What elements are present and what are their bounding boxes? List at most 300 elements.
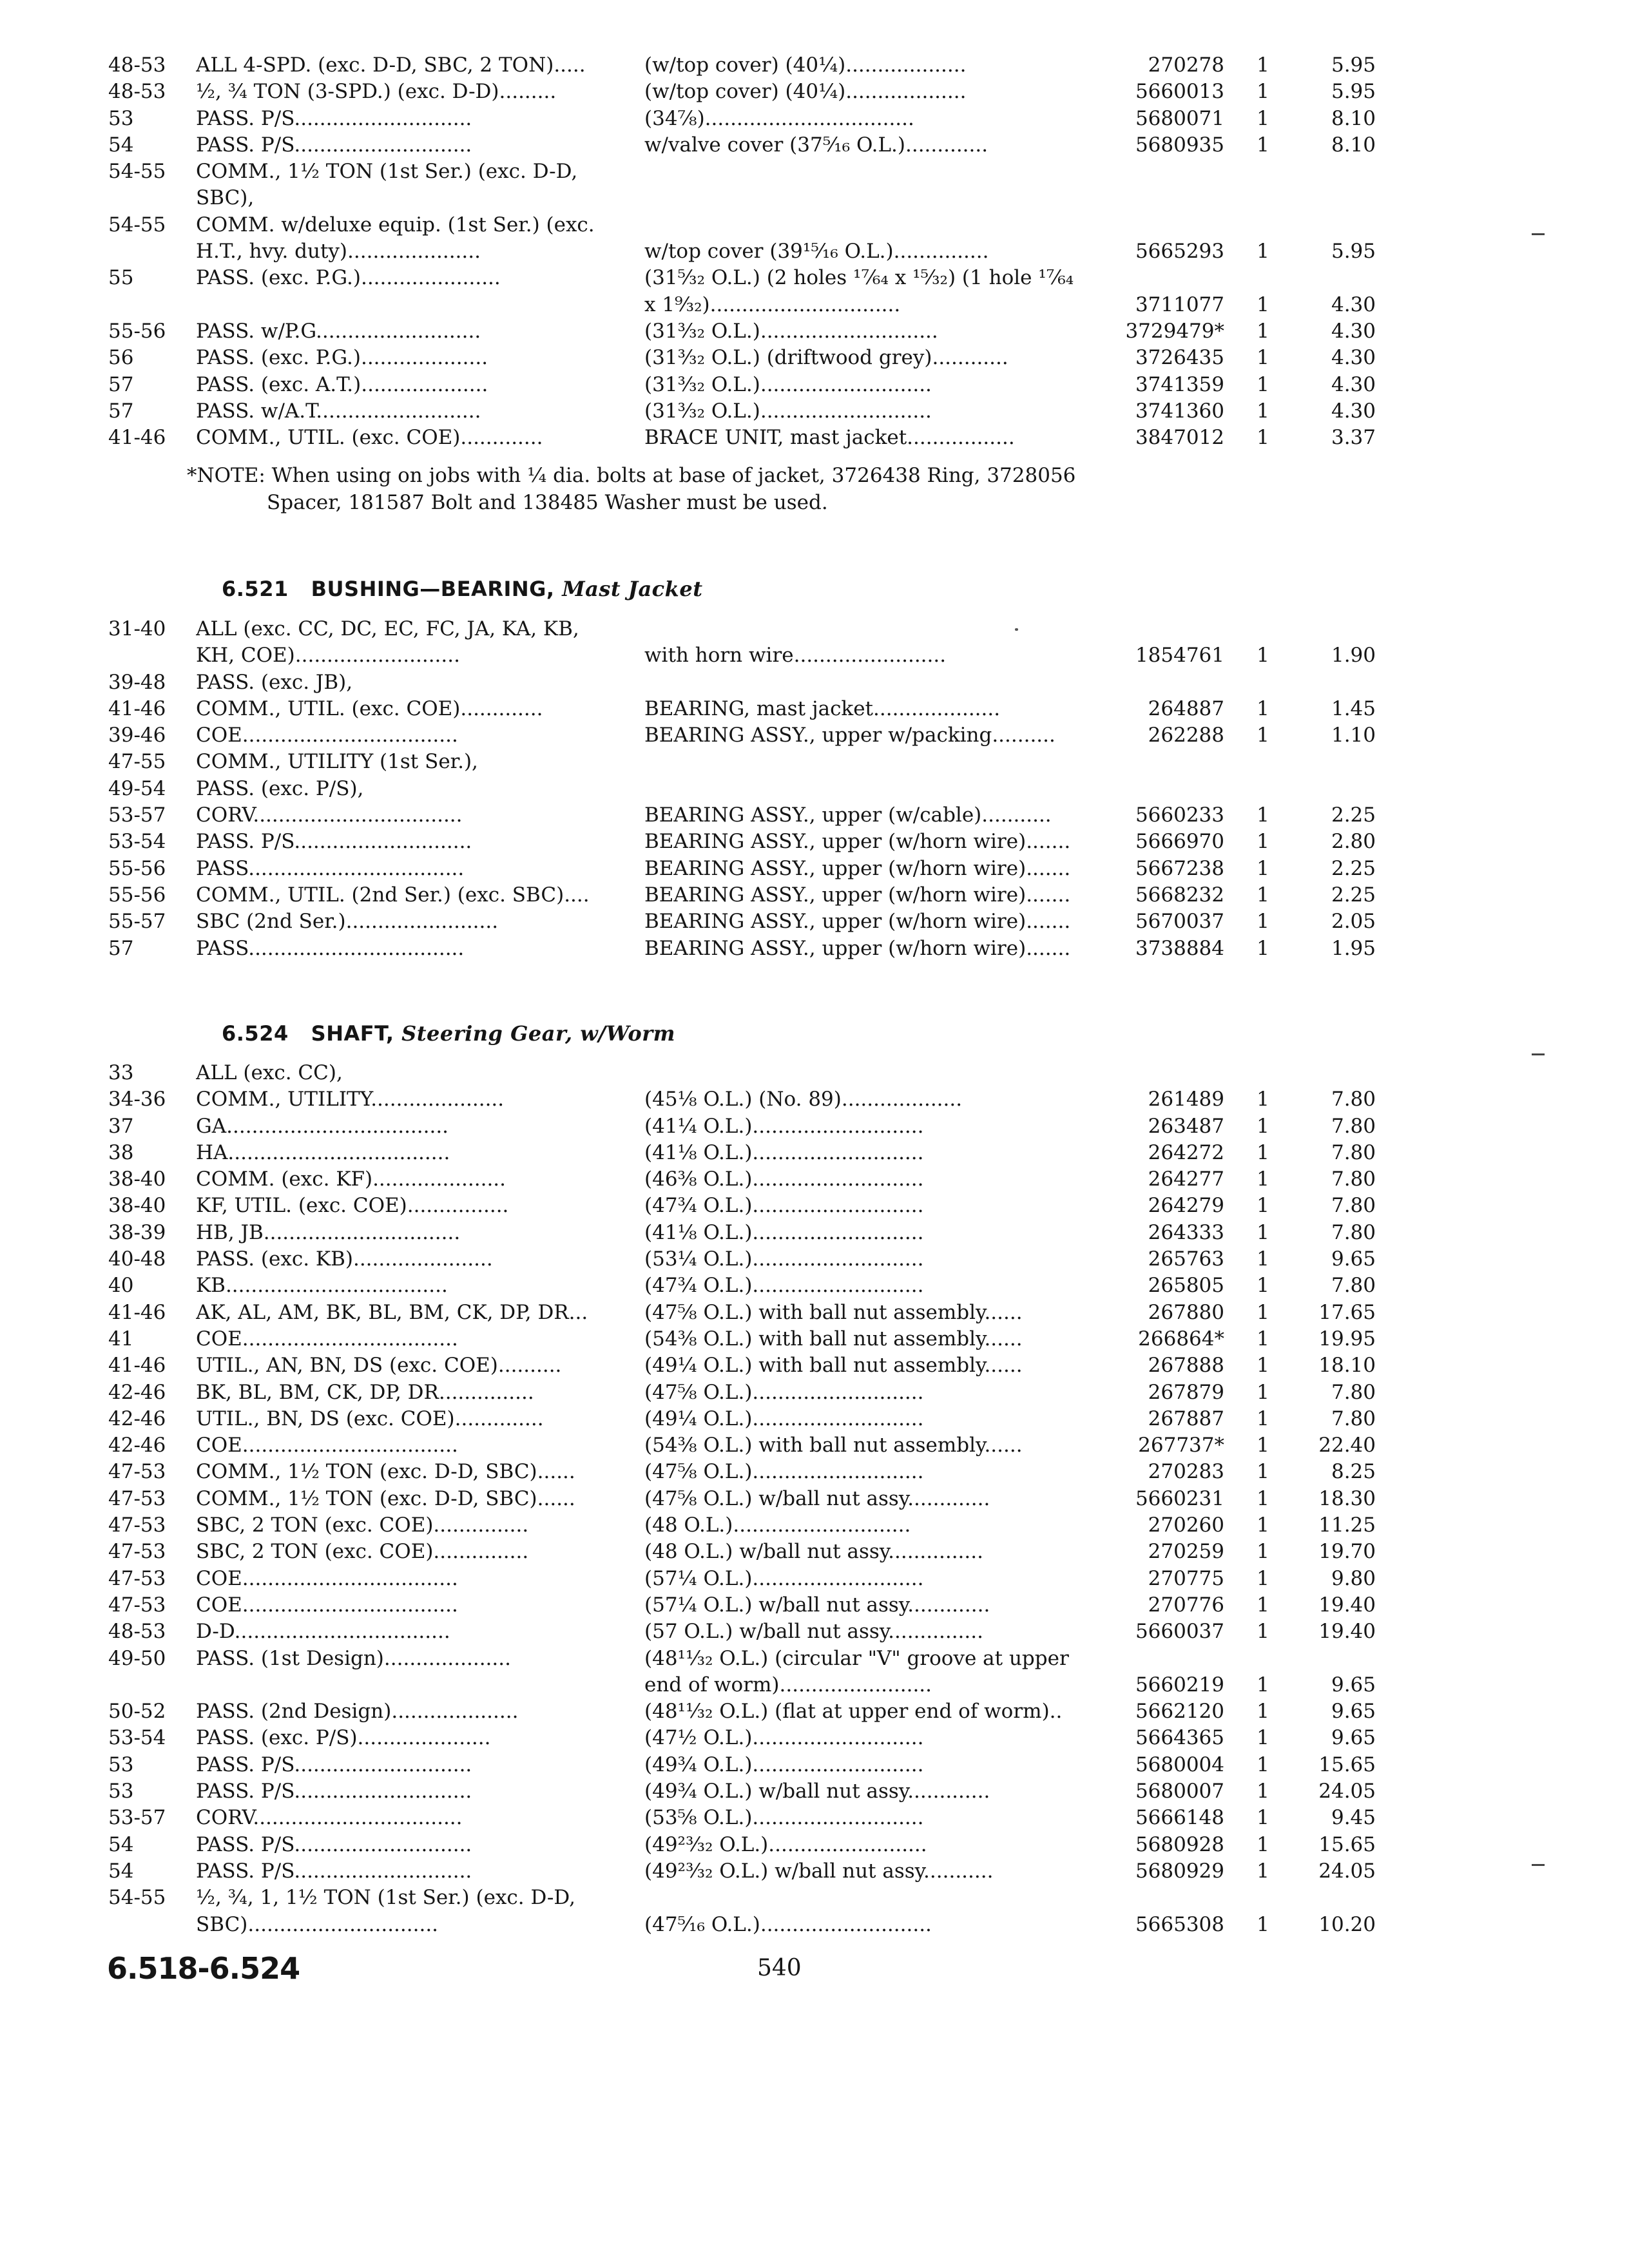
row-models: PASS. P/S............................: [196, 1859, 472, 1883]
row-part-number: 264279: [1148, 1194, 1224, 1218]
row-price: 4.30: [1331, 399, 1376, 423]
row-description: (48¹¹⁄₃₂ O.L.) (flat at upper end of worm)..: [644, 1700, 1063, 1724]
row-quantity: 1: [1257, 1753, 1269, 1776]
section-subtitle: Steering Gear, w/Worm: [401, 1021, 675, 1046]
row-description: (53¼ O.L.)...........................: [644, 1247, 924, 1271]
row-quantity: 1: [1257, 1726, 1269, 1750]
footnote-line-1: *NOTE: When using on jobs with ¼ dia. bolts at base of jacket, 3726438 Ring, 3728056: [187, 464, 1076, 487]
row-part-number: 5665308: [1135, 1912, 1224, 1936]
row-years: 53: [108, 106, 134, 130]
row-description: (31³⁄₃₂ O.L.) (driftwood grey)............: [644, 346, 1008, 370]
row-quantity: 1: [1257, 399, 1269, 423]
margin-mark: [1532, 1864, 1545, 1866]
table-row: [0, 265, 1629, 291]
row-years: 39-48: [108, 670, 166, 694]
row-years: 54-55: [108, 160, 166, 184]
table-row: [0, 212, 1629, 238]
row-years: 40-48: [108, 1247, 166, 1271]
row-description: (48¹¹⁄₃₂ O.L.) (circular "V" groove at upper: [644, 1646, 1069, 1670]
scan-speck: [1015, 628, 1018, 631]
table-row: [0, 1912, 1629, 1938]
row-years: 37: [108, 1114, 134, 1138]
row-part-number: 5660013: [1135, 80, 1224, 104]
row-part-number: 5680935: [1135, 133, 1224, 157]
row-quantity: 1: [1257, 803, 1269, 827]
row-part-number: 5680928: [1135, 1832, 1224, 1856]
row-models: HB, JB...............................: [196, 1220, 461, 1244]
row-price: 9.80: [1331, 1566, 1376, 1590]
table-row: [0, 1220, 1629, 1246]
row-years: 48-53: [108, 80, 166, 104]
row-price: 9.65: [1331, 1673, 1376, 1696]
row-description: (47¾ O.L.)...........................: [644, 1194, 924, 1218]
row-part-number: 267887: [1148, 1407, 1224, 1430]
row-description: (34⅞).................................: [644, 106, 914, 130]
row-part-number: 5667238: [1135, 856, 1224, 880]
row-price: 1.10: [1331, 724, 1376, 747]
row-part-number: 270259: [1148, 1540, 1224, 1564]
row-part-number: 5670037: [1135, 910, 1224, 934]
row-years: 53: [108, 1780, 134, 1803]
row-quantity: 1: [1257, 1380, 1269, 1404]
row-models: COMM., UTILITY (1st Ser.),: [196, 750, 478, 774]
page-number: 540: [757, 1955, 802, 1981]
footnote: [187, 462, 1075, 516]
row-part-number: 264333: [1148, 1220, 1224, 1244]
row-part-number: 5664365: [1135, 1726, 1224, 1750]
table-row: [0, 292, 1629, 318]
row-models: COMM., UTIL. (exc. COE).............: [196, 426, 543, 450]
row-years: 54: [108, 1832, 134, 1856]
row-price: 9.65: [1331, 1726, 1376, 1750]
row-models: UTIL., BN, DS (exc. COE)..............: [196, 1407, 544, 1430]
footer-section-range: 6.518-6.524: [107, 1951, 300, 1986]
row-price: 5.95: [1331, 240, 1376, 264]
row-price: 7.80: [1331, 1274, 1376, 1298]
row-part-number: 270260: [1148, 1514, 1224, 1537]
row-part-number: 264887: [1148, 697, 1224, 720]
row-models: ALL (exc. CC),: [196, 1061, 343, 1084]
row-quantity: 1: [1257, 1434, 1269, 1457]
row-part-number: 270776: [1148, 1593, 1224, 1617]
row-models: PASS. (1st Design)....................: [196, 1646, 511, 1670]
row-quantity: 1: [1257, 1593, 1269, 1617]
row-models: ALL 4-SPD. (exc. D-D, SBC, 2 TON).....: [196, 53, 586, 77]
table-row: [0, 345, 1629, 371]
row-description: (31⁵⁄₃₂ O.L.) (2 holes ¹⁷⁄₆₄ x ¹⁵⁄₃₂) (1 hole ¹⁷⁄₆₄: [644, 266, 1074, 290]
row-part-number: 3847012: [1135, 426, 1224, 450]
row-part-number: 5662120: [1135, 1700, 1224, 1724]
row-years: 53-54: [108, 830, 166, 854]
row-part-number: 5665293: [1135, 240, 1224, 264]
row-models: PASS. w/A.T..........................: [196, 399, 481, 423]
table-row: [0, 616, 1629, 642]
row-price: 18.10: [1318, 1354, 1376, 1378]
row-quantity: 1: [1257, 1460, 1269, 1484]
row-price: 7.80: [1331, 1114, 1376, 1138]
section-number: 6.521: [222, 577, 289, 601]
row-models: PASS. (2nd Design)....................: [196, 1700, 519, 1724]
row-price: 9.45: [1331, 1806, 1376, 1830]
row-models: GA...................................: [196, 1114, 449, 1138]
row-models: PASS. P/S............................: [196, 830, 472, 854]
row-price: 4.30: [1331, 319, 1376, 343]
table-row: [0, 722, 1629, 749]
row-price: 18.30: [1318, 1486, 1376, 1510]
table-row: [0, 372, 1629, 398]
row-models: PASS. (exc. P.G.)....................: [196, 346, 488, 370]
table-row: [0, 749, 1629, 775]
row-part-number: 266864*: [1138, 1327, 1224, 1350]
table-row: [0, 1805, 1629, 1831]
row-models: COE..................................: [196, 724, 458, 747]
row-part-number: 5680004: [1135, 1753, 1224, 1776]
row-price: 1.45: [1331, 697, 1376, 720]
row-description: (47⅝ O.L.)...........................: [644, 1380, 924, 1404]
row-models: HA...................................: [196, 1140, 450, 1164]
row-part-number: 267888: [1148, 1354, 1224, 1378]
row-price: 8.10: [1331, 106, 1376, 130]
row-part-number: 270283: [1148, 1460, 1224, 1484]
row-models: PASS. P/S............................: [196, 133, 472, 157]
row-price: 4.30: [1331, 346, 1376, 370]
row-description: BEARING ASSY., upper (w/horn wire).......: [644, 830, 1071, 854]
row-models: ½, ¾ TON (3-SPD.) (exc. D-D).........: [196, 80, 557, 104]
row-years: 55-57: [108, 910, 166, 934]
row-part-number: 5660037: [1135, 1620, 1224, 1644]
row-models: H.T., hvy. duty).....................: [196, 240, 481, 264]
table-row: [0, 829, 1629, 855]
row-description: (57 O.L.) w/ball nut assy...............: [644, 1620, 983, 1644]
row-models: PASS. (exc. P/S),: [196, 776, 364, 800]
table-row: [0, 908, 1629, 935]
row-years: 55-56: [108, 883, 166, 907]
row-part-number: 3738884: [1135, 936, 1224, 960]
row-description: (46⅜ O.L.)...........................: [644, 1168, 924, 1191]
row-description: (47⅝ O.L.) with ball nut assembly......: [644, 1300, 1023, 1324]
row-quantity: 1: [1257, 1194, 1269, 1218]
row-models: KF, UTIL. (exc. COE)................: [196, 1194, 509, 1218]
table-row: [0, 425, 1629, 451]
row-quantity: 1: [1257, 1540, 1269, 1564]
row-quantity: 1: [1257, 372, 1269, 396]
row-price: 19.40: [1318, 1593, 1376, 1617]
row-part-number: 5660219: [1135, 1673, 1224, 1696]
row-models: SBC)..............................: [196, 1912, 439, 1936]
table-row: [0, 1140, 1629, 1166]
row-part-number: 264272: [1148, 1140, 1224, 1164]
row-description: (49¾ O.L.) w/ball nut assy.............: [644, 1780, 990, 1803]
row-models: PASS. P/S............................: [196, 1780, 472, 1803]
row-description: (41⅛ O.L.)...........................: [644, 1220, 924, 1244]
row-years: 54-55: [108, 213, 166, 236]
row-description: (w/top cover) (40¼)...................: [644, 80, 967, 104]
table-row: [0, 696, 1629, 722]
section-subtitle: Mast Jacket: [562, 577, 703, 601]
table-row: [0, 1698, 1629, 1725]
row-years: 38-40: [108, 1168, 166, 1191]
row-quantity: 1: [1257, 1088, 1269, 1111]
row-description: BEARING ASSY., upper w/packing..........: [644, 724, 1055, 747]
row-years: 47-55: [108, 750, 166, 774]
row-years: 56: [108, 346, 134, 370]
row-years: 55-56: [108, 319, 166, 343]
table-row: [0, 669, 1629, 696]
row-description: (31³⁄₃₂ O.L.)...........................: [644, 372, 932, 396]
row-years: 38-39: [108, 1220, 166, 1244]
section-number: 6.524: [222, 1021, 289, 1046]
row-years: 40: [108, 1274, 134, 1298]
row-quantity: 1: [1257, 1673, 1269, 1696]
table-row: [0, 1300, 1629, 1326]
row-quantity: 1: [1257, 644, 1269, 668]
row-quantity: 1: [1257, 883, 1269, 907]
table-row: [0, 1166, 1629, 1193]
row-quantity: 1: [1257, 1566, 1269, 1590]
row-quantity: 1: [1257, 830, 1269, 854]
row-part-number: 3711077: [1135, 293, 1224, 316]
row-years: 53-57: [108, 803, 166, 827]
row-years: 55-56: [108, 856, 166, 880]
table-row: [0, 1885, 1629, 1911]
table-row: [0, 1566, 1629, 1592]
row-years: 54-55: [108, 1886, 166, 1910]
row-years: 47-53: [108, 1514, 166, 1537]
table-row: [0, 1512, 1629, 1539]
row-years: 48-53: [108, 53, 166, 77]
row-models: CORV.................................: [196, 1806, 463, 1830]
row-price: 24.05: [1318, 1780, 1376, 1803]
table-row: [0, 1060, 1629, 1086]
row-description: end of worm)........................: [644, 1673, 932, 1696]
row-part-number: 267737*: [1138, 1434, 1224, 1457]
row-quantity: 1: [1257, 133, 1269, 157]
row-part-number: 265763: [1148, 1247, 1224, 1271]
table-row: [0, 642, 1629, 669]
row-models: PASS..................................: [196, 856, 465, 880]
row-quantity: 1: [1257, 697, 1269, 720]
row-quantity: 1: [1257, 346, 1269, 370]
table-row: [0, 238, 1629, 265]
row-description: (47⁵⁄₁₆ O.L.)...........................: [644, 1912, 932, 1936]
row-models: COE..................................: [196, 1434, 458, 1457]
table-row: [0, 1539, 1629, 1565]
row-models: COMM., UTILITY.....................: [196, 1088, 505, 1111]
row-models: COMM., 1½ TON (1st Ser.) (exc. D-D,: [196, 160, 578, 184]
row-description: (57¼ O.L.) w/ball nut assy.............: [644, 1593, 990, 1617]
row-years: 54: [108, 133, 134, 157]
table-row: [0, 1459, 1629, 1485]
row-years: 31-40: [108, 617, 166, 640]
row-years: 33: [108, 1061, 134, 1084]
row-description: BEARING ASSY., upper (w/horn wire).......: [644, 856, 1071, 880]
row-years: 39-46: [108, 724, 166, 747]
section-6-524-table: [0, 1060, 1629, 1938]
row-price: 7.80: [1331, 1194, 1376, 1218]
table-row: [0, 802, 1629, 829]
row-description: (47½ O.L.)...........................: [644, 1726, 924, 1750]
section-heading-6-521: [222, 575, 702, 602]
row-models: KH, COE)..........................: [196, 644, 460, 668]
row-quantity: 1: [1257, 1140, 1269, 1164]
row-quantity: 1: [1257, 293, 1269, 316]
row-quantity: 1: [1257, 1114, 1269, 1138]
table-row: [0, 1486, 1629, 1512]
row-price: 3.37: [1331, 426, 1376, 450]
row-description: BRACE UNIT, mast jacket.................: [644, 426, 1015, 450]
table-row: [0, 1672, 1629, 1698]
table-row: [0, 159, 1629, 185]
row-price: 7.80: [1331, 1140, 1376, 1164]
row-description: BEARING ASSY., upper (w/horn wire).......: [644, 883, 1071, 907]
row-part-number: 5680007: [1135, 1780, 1224, 1803]
row-description: (49²³⁄₃₂ O.L.) w/ball nut assy...........: [644, 1859, 994, 1883]
row-quantity: 1: [1257, 936, 1269, 960]
row-price: 1.95: [1331, 936, 1376, 960]
table-row: [0, 1086, 1629, 1113]
row-description: (31³⁄₃₂ O.L.)...........................: [644, 399, 932, 423]
row-models: SBC, 2 TON (exc. COE)...............: [196, 1514, 529, 1537]
row-price: 8.10: [1331, 133, 1376, 157]
row-years: 55: [108, 266, 134, 290]
row-years: 41-46: [108, 426, 166, 450]
row-description: (41⅛ O.L.)...........................: [644, 1140, 924, 1164]
row-price: 2.80: [1331, 830, 1376, 854]
row-description: (47⅝ O.L.) w/ball nut assy.............: [644, 1486, 990, 1510]
row-years: 50-52: [108, 1700, 166, 1724]
row-part-number: 261489: [1148, 1088, 1224, 1111]
row-description: w/valve cover (37⁵⁄₁₆ O.L.).............: [644, 133, 988, 157]
row-part-number: 5680929: [1135, 1859, 1224, 1883]
row-years: 47-53: [108, 1566, 166, 1590]
row-models: SBC, 2 TON (exc. COE)...............: [196, 1540, 529, 1564]
row-description: (45⅛ O.L.) (No. 89)...................: [644, 1088, 963, 1111]
row-price: 7.80: [1331, 1168, 1376, 1191]
row-quantity: 1: [1257, 1220, 1269, 1244]
row-part-number: 267880: [1148, 1300, 1224, 1324]
row-quantity: 1: [1257, 80, 1269, 104]
row-part-number: 3741360: [1135, 399, 1224, 423]
table-row: [0, 398, 1629, 425]
row-quantity: 1: [1257, 1620, 1269, 1644]
row-years: 57: [108, 372, 134, 396]
row-quantity: 1: [1257, 1407, 1269, 1430]
row-models: PASS. (exc. A.T.)....................: [196, 372, 488, 396]
row-years: 42-46: [108, 1434, 166, 1457]
row-quantity: 1: [1257, 426, 1269, 450]
section-title: BUSHING—BEARING,: [311, 577, 555, 601]
row-models: D-D..................................: [196, 1620, 450, 1644]
row-description: (49²³⁄₃₂ O.L.).........................: [644, 1832, 927, 1856]
row-years: 34-36: [108, 1088, 166, 1111]
row-years: 41-46: [108, 1300, 166, 1324]
row-models: COE..................................: [196, 1327, 458, 1350]
table-row: [0, 1193, 1629, 1219]
row-part-number: 3741359: [1135, 372, 1224, 396]
row-years: 57: [108, 399, 134, 423]
row-models: SBC (2nd Ser.)........................: [196, 910, 499, 934]
row-price: 9.65: [1331, 1700, 1376, 1724]
section-heading-6-524: [222, 1020, 675, 1047]
row-years: 53-57: [108, 1806, 166, 1830]
table-row: [0, 1432, 1629, 1459]
row-price: 4.30: [1331, 293, 1376, 316]
row-description: BEARING ASSY., upper (w/cable)...........: [644, 803, 1052, 827]
row-price: 9.65: [1331, 1247, 1376, 1271]
row-years: 42-46: [108, 1407, 166, 1430]
row-years: 48-53: [108, 1620, 166, 1644]
row-models: PASS. P/S............................: [196, 1832, 472, 1856]
row-description: (49¼ O.L.)...........................: [644, 1407, 924, 1430]
table-row: [0, 132, 1629, 159]
row-models: PASS. (exc. JB),: [196, 670, 353, 694]
row-models: UTIL., AN, BN, DS (exc. COE)..........: [196, 1354, 562, 1378]
row-description: (47⅝ O.L.)...........................: [644, 1460, 924, 1484]
row-models: PASS. (exc. P/S).....................: [196, 1726, 491, 1750]
row-models: ½, ¾, 1, 1½ TON (1st Ser.) (exc. D-D,: [196, 1886, 575, 1910]
table-row: [0, 882, 1629, 908]
table-row: [0, 1725, 1629, 1751]
row-part-number: 5660233: [1135, 803, 1224, 827]
section-6-521-table: [0, 616, 1629, 962]
row-price: 11.25: [1318, 1514, 1376, 1537]
row-years: 42-46: [108, 1380, 166, 1404]
row-years: 57: [108, 936, 134, 960]
row-models: AK, AL, AM, BK, BL, BM, CK, DP, DR...: [196, 1300, 588, 1324]
row-quantity: 1: [1257, 1486, 1269, 1510]
row-quantity: 1: [1257, 53, 1269, 77]
row-quantity: 1: [1257, 106, 1269, 130]
row-price: 22.40: [1318, 1434, 1376, 1457]
row-description: (54⅜ O.L.) with ball nut assembly......: [644, 1327, 1023, 1350]
row-models: COMM., UTIL. (exc. COE).............: [196, 697, 543, 720]
row-part-number: 5668232: [1135, 883, 1224, 907]
row-price: 7.80: [1331, 1407, 1376, 1430]
row-part-number: 5666970: [1135, 830, 1224, 854]
row-price: 5.95: [1331, 80, 1376, 104]
row-part-number: 5666148: [1135, 1806, 1224, 1830]
table-row: [0, 79, 1629, 105]
row-price: 19.70: [1318, 1540, 1376, 1564]
row-years: 53: [108, 1753, 134, 1776]
row-description: BEARING ASSY., upper (w/horn wire).......: [644, 910, 1071, 934]
row-description: with horn wire........................: [644, 644, 947, 668]
row-quantity: 1: [1257, 319, 1269, 343]
table-row: [0, 106, 1629, 132]
row-models: COE..................................: [196, 1566, 458, 1590]
row-description: (w/top cover) (40¼)...................: [644, 53, 967, 77]
table-row: [0, 1832, 1629, 1858]
row-part-number: 5660231: [1135, 1486, 1224, 1510]
row-description: (49¾ O.L.)...........................: [644, 1753, 924, 1776]
row-quantity: 1: [1257, 1806, 1269, 1830]
row-quantity: 1: [1257, 1912, 1269, 1936]
row-models: BK, BL, BM, CK, DP, DR...............: [196, 1380, 534, 1404]
row-years: 41: [108, 1327, 134, 1350]
row-price: 7.80: [1331, 1088, 1376, 1111]
row-quantity: 1: [1257, 1274, 1269, 1298]
row-quantity: 1: [1257, 1832, 1269, 1856]
table-row: [0, 856, 1629, 882]
row-models: PASS. (exc. KB)......................: [196, 1247, 493, 1271]
row-quantity: 1: [1257, 1327, 1269, 1350]
row-quantity: 1: [1257, 1354, 1269, 1378]
row-models: CORV.................................: [196, 803, 463, 827]
table-row: [0, 1352, 1629, 1379]
row-quantity: 1: [1257, 910, 1269, 934]
table-row: [0, 1406, 1629, 1432]
row-price: 1.90: [1331, 644, 1376, 668]
